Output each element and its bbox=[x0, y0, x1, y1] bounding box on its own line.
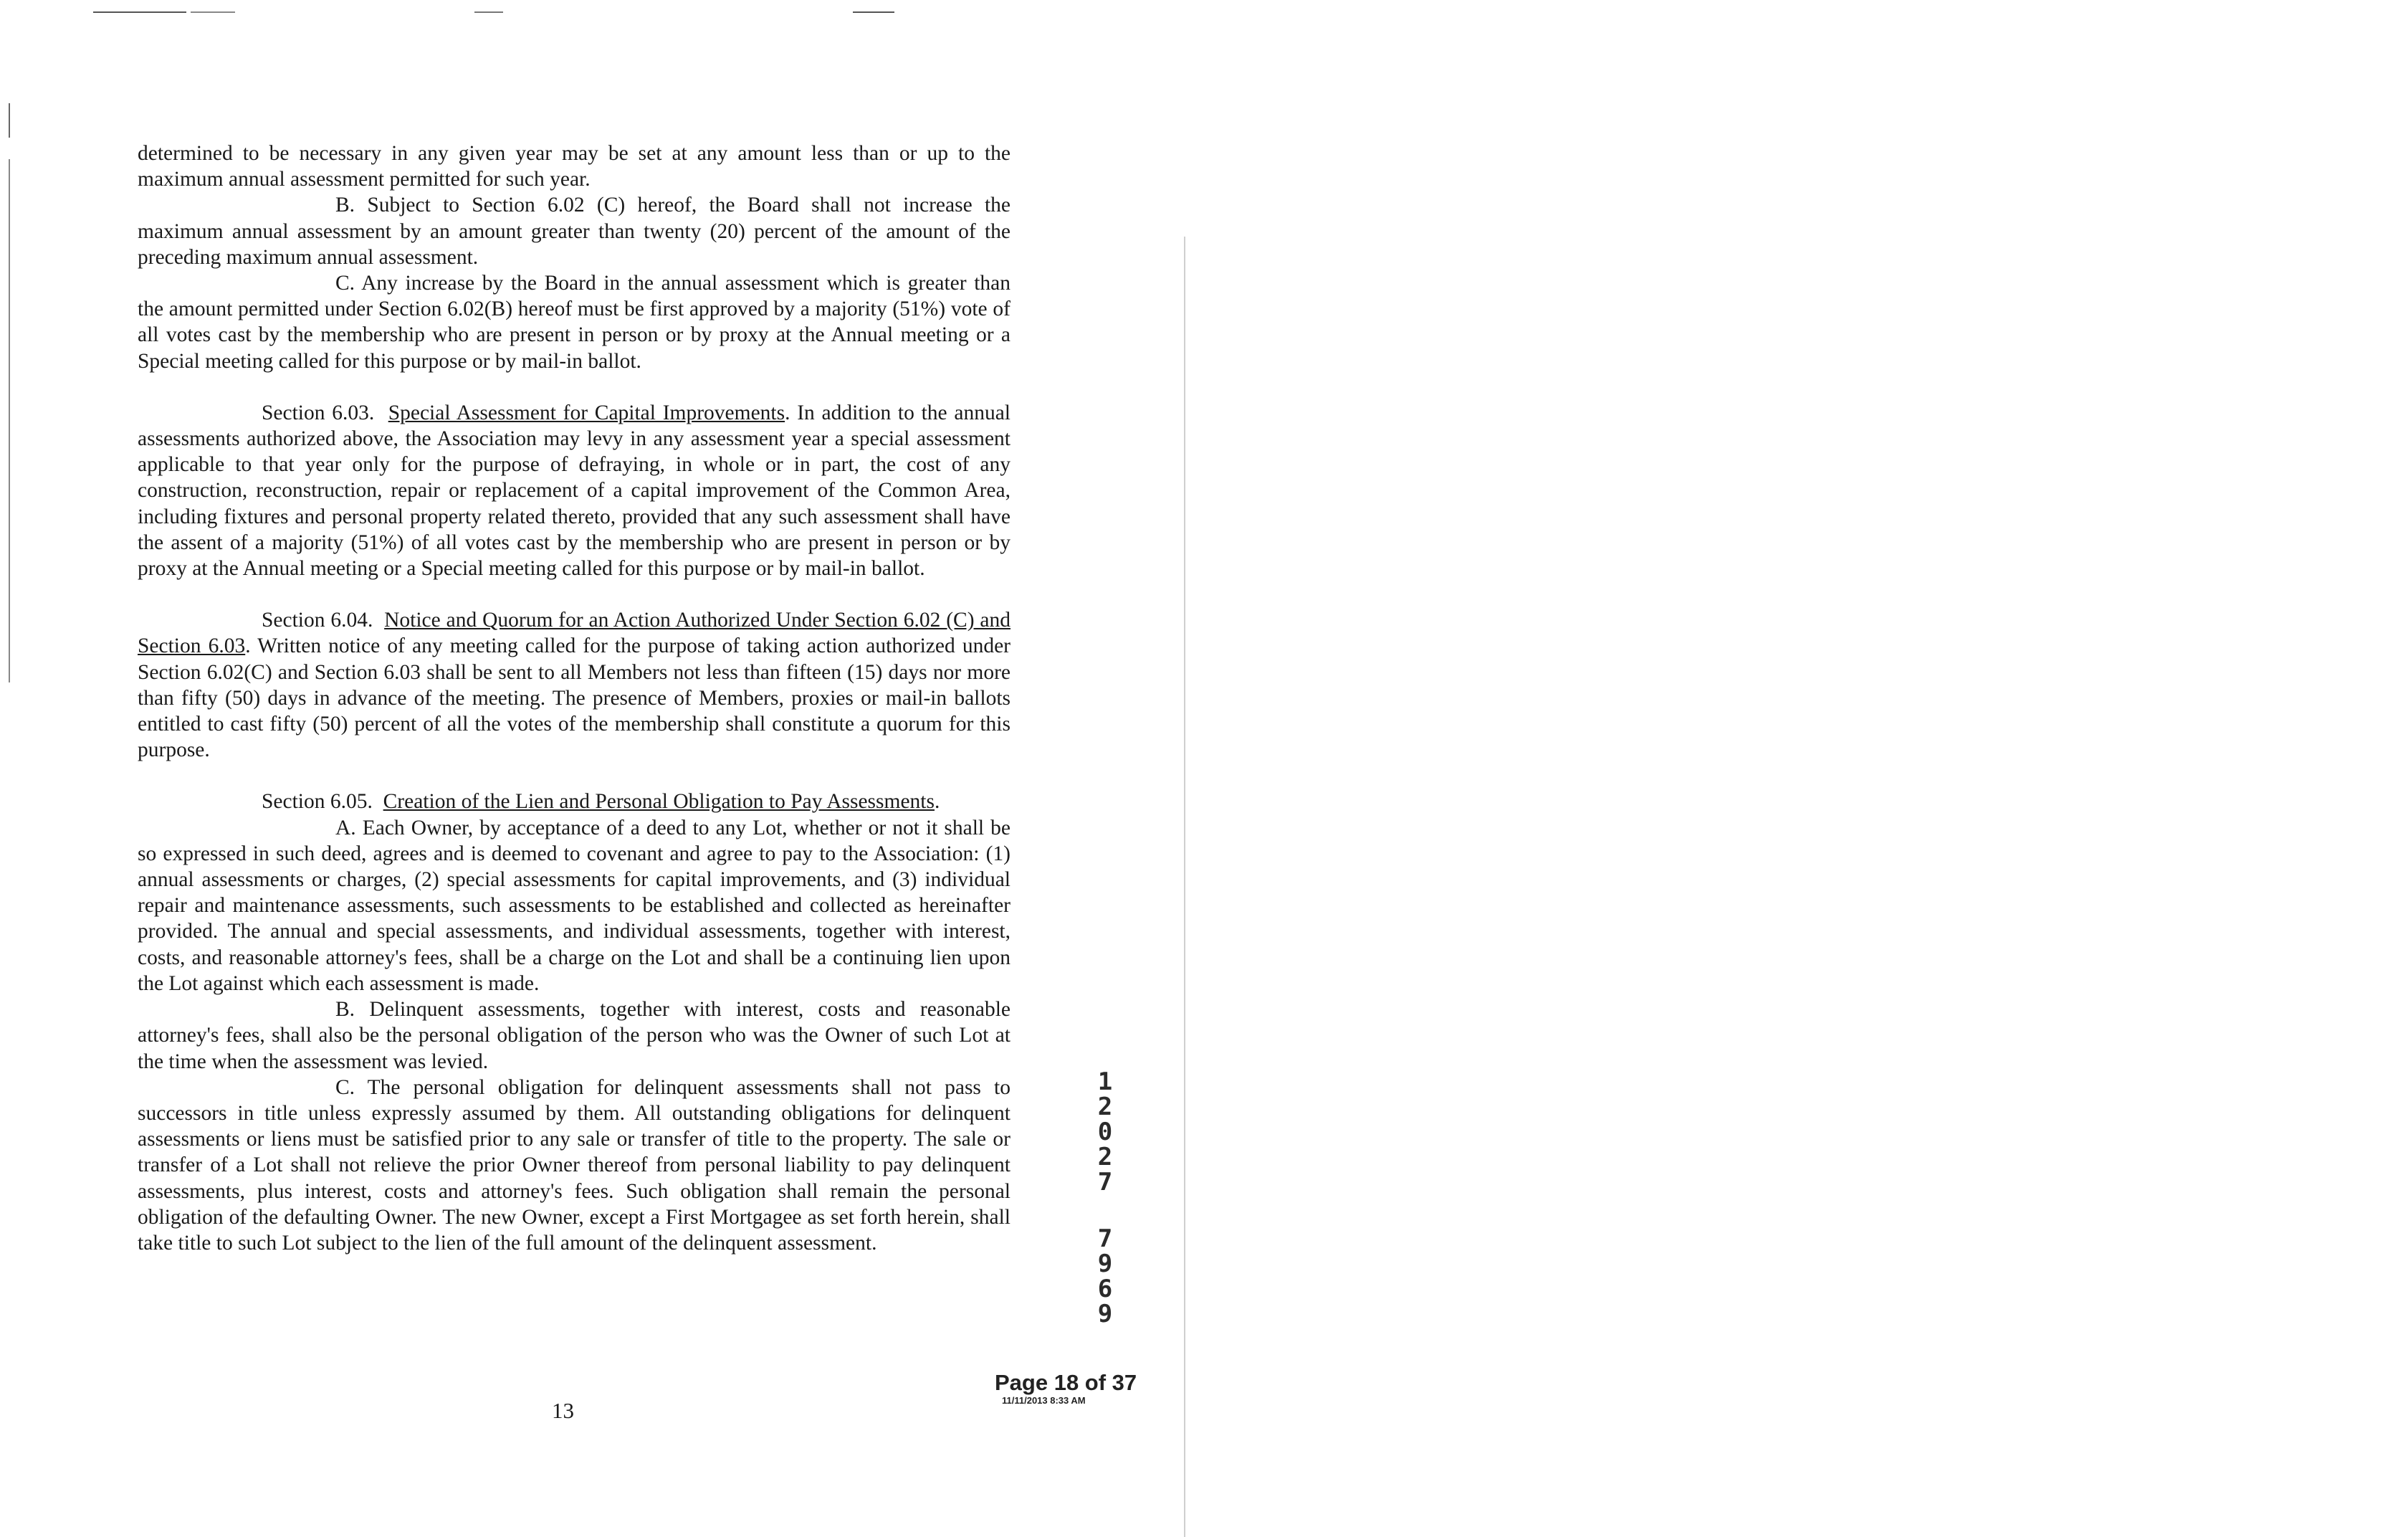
document-body bbox=[138, 141, 1010, 1256]
paragraph-6-02-c: C. Any increase by the Board in the annual assessment which is greater than the amount permitted under Section 6.02(B) hereof must be first approved by a majority (51%) vote of all votes cast by the membership who are present in person or by proxy at the Annual meeting or a Special meeting called for this purpose or by mail-in ballot. bbox=[138, 272, 1010, 373]
stamp-digit: 7 bbox=[1097, 1168, 1113, 1196]
section-6-03-title: Special Assessment for Capital Improvements bbox=[388, 401, 785, 424]
stamp-digit: 1 bbox=[1097, 1067, 1113, 1096]
stamp-digit: 9 bbox=[1097, 1300, 1113, 1328]
section-6-03-label: Section 6.03. bbox=[262, 401, 375, 424]
section-6-04-title: Notice and Quorum for an Action Authorized Under Section 6.02 (C) and Section 6.03 bbox=[138, 609, 1010, 658]
section-6-05-label: Section 6.05. bbox=[262, 790, 373, 814]
paragraph-6-05-a: A. Each Owner, by acceptance of a deed to any Lot, whether or not it shall be so expressed in such deed, agrees and is deemed to covenant and agree to pay to the Association: (1) annual assessments or charges, (2) special assessments for capital improvements, and (3) individual repair and maintenance assessments, such assessments to be established and collected as hereinafter provided. The annual and special assessments, and individual assessments, together with interest, costs, and reasonable attorney's fees, shall be a charge on the Lot and shall be a continuing lien upon the Lot against which each assessment is made. bbox=[138, 816, 1010, 995]
section-6-04-label: Section 6.04. bbox=[262, 609, 373, 632]
page-indicator: Page 18 of 37 bbox=[995, 1370, 1137, 1395]
paragraph-6-05-b: B. Delinquent assessments, together with interest, costs and reasonable attorney's fees, shall also be the personal obligation of the person who was the Owner of such Lot at the time when the assessment was levied. bbox=[138, 998, 1010, 1073]
section-6-05-title: Creation of the Lien and Personal Obligation to Pay Assessments bbox=[383, 790, 935, 814]
scan-mark-top-left-dashes bbox=[191, 11, 235, 13]
recording-number-stamp bbox=[1091, 1067, 1119, 1328]
section-6-03-text: . In addition to the annual assessments authorized above, the Association may levy in any assessment year a special assessment applicable to that year only for the purpose of defraying, in whole or in part, the cost of any construction, reconstruction, repair or replacement of a capital improvement of the Common Area, including fixtures and personal property related thereto, provided that any such assessment shall have the assent of a majority (51%) of all votes cast by the membership who are present in person or by proxy at the Annual meeting or a Special meeting called for this purpose or by mail-in ballot. bbox=[138, 401, 1010, 581]
page-indicator-block bbox=[995, 1371, 1137, 1407]
scan-mark-top-right bbox=[853, 11, 894, 13]
stamp-digit: 2 bbox=[1097, 1093, 1113, 1121]
section-6-05-heading bbox=[138, 789, 1010, 814]
section-6-04 bbox=[138, 607, 1010, 763]
page-fold-line bbox=[1184, 237, 1185, 1537]
paragraph-6-05-c: C. The personal obligation for delinquent assessments shall not pass to successors in title unless expressly assumed by them. All outstanding obligations for delinquent assessments or liens must be satisfied prior to any sale or transfer of title to the property. The sale or transfer of a Lot shall not relieve the prior Owner thereof from personal liability to pay delinquent assessments, plus interest, costs and attorney's fees. Such obligation shall remain the personal obligation of the defaulting Owner. The new Owner, except a First Mortgagee as set forth herein, shall take title to such Lot subject to the lien of the full amount of the delinquent assessment. bbox=[138, 1075, 1010, 1255]
section-6-05-period: . bbox=[934, 790, 940, 814]
section-6-03 bbox=[138, 400, 1010, 581]
scan-mark-top-left bbox=[93, 11, 186, 13]
stamp-digit: 9 bbox=[1097, 1250, 1113, 1278]
margin-mark-lower bbox=[9, 159, 10, 682]
margin-mark-upper bbox=[9, 103, 10, 138]
stamp-digit: 6 bbox=[1097, 1275, 1113, 1303]
scan-mark-top-middle bbox=[474, 11, 503, 13]
stamp-digit: 0 bbox=[1097, 1118, 1113, 1146]
print-timestamp: 11/11/2013 8:33 AM bbox=[1002, 1395, 1086, 1406]
paragraph-continuation: determined to be necessary in any given year may be set at any amount less than or up to the maximum annual assessment permitted for such year. bbox=[138, 142, 1010, 191]
stamp-digit: 7 bbox=[1097, 1224, 1113, 1253]
section-6-04-text: . Written notice of any meeting called for the purpose of taking action authorized under Section 6.02(C) and Section 6.03 shall be sent to all Members not less than fifteen (15) days nor more than fifty (50) days in advance of the meeting. The presence of Members, proxies or mail-in ballots entitled to cast fifty (50) percent of all the votes of the membership shall constitute a quorum for this purpose. bbox=[138, 634, 1010, 762]
stamp-digit: 2 bbox=[1097, 1143, 1113, 1171]
paragraph-6-02-b: B. Subject to Section 6.02 (C) hereof, the Board shall not increase the maximum annual assessment by an amount greater than twenty (20) percent of the amount of the preceding maximum annual assessment. bbox=[138, 194, 1010, 269]
page-folio-number: 13 bbox=[552, 1398, 574, 1423]
